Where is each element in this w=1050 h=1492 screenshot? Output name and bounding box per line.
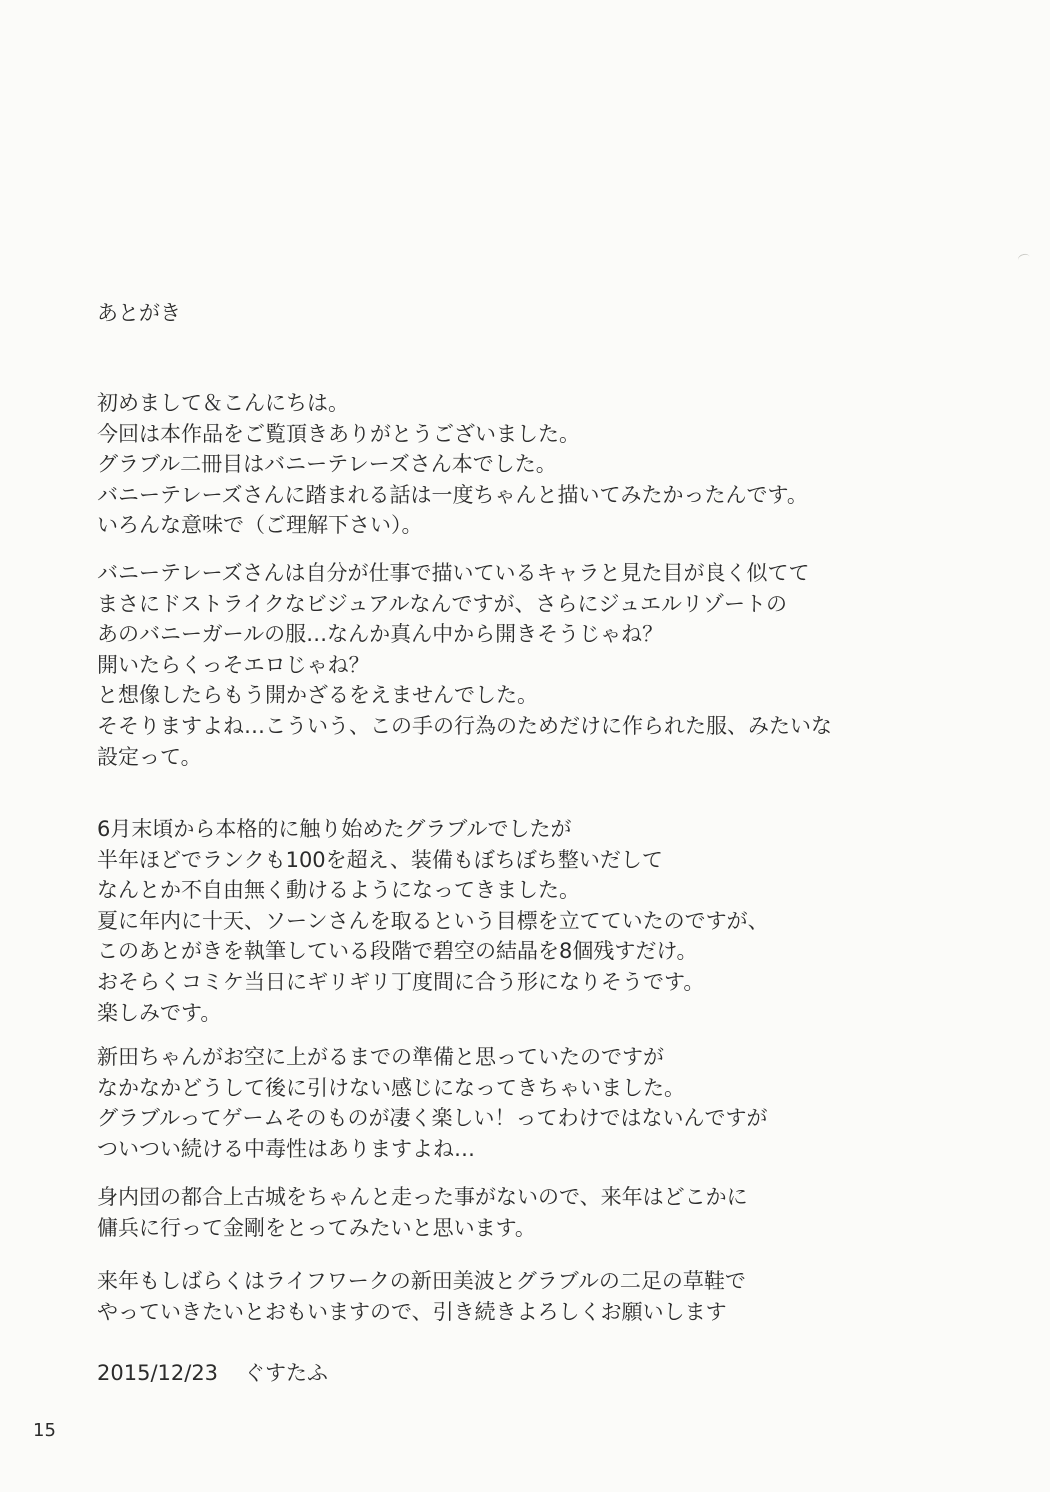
text-line: と想像したらもう開かざるをえませんでした。	[97, 683, 538, 708]
text-line: おそらくコミケ当日にギリギリ丁度間に合う形になりそうです。	[97, 969, 705, 994]
afterword-heading: あとがき	[97, 301, 181, 325]
text-line: グラブル二冊目はバニーテレーズさん本でした。	[97, 452, 557, 477]
signature	[97, 1358, 328, 1388]
text-line: 夏に年内に十天、ソーンさんを取るという目標を立てていたのですが、	[97, 908, 769, 933]
text-line: 身内団の都合上古城をちゃんと走った事がないので、来年はどこかに	[97, 1185, 748, 1209]
text-line: やっていきたいとおもいますので、引き続きよろしくお願いします	[97, 1299, 727, 1324]
signature-date: 2015/12/23	[97, 1361, 219, 1385]
text-line: 来年もしばらくはライフワークの新田美波とグラブルの二足の草鞋で	[97, 1269, 746, 1293]
text-line: ついつい続ける中毒性はありますよね…	[97, 1136, 475, 1161]
text-line: このあとがきを執筆している段階で碧空の結晶を8個残すだけ。	[97, 939, 698, 964]
paragraph-next-year-goal	[97, 1182, 748, 1243]
text-line: 楽しみです。	[97, 1000, 222, 1025]
text-line: 初めまして＆こんにちは。	[97, 391, 349, 415]
paragraph-character	[97, 558, 832, 772]
text-line: 今回は本作品をご覧頂きありがとうございました。	[97, 421, 580, 446]
text-line: なかなかどうして後に引けない感じになってきちゃいました。	[97, 1075, 685, 1100]
paragraph-game-progress	[97, 814, 769, 1028]
text-line: そそりますよね…こういう、この手の行為のためだけに作られた服、みたいな	[97, 713, 832, 738]
text-line: まさにドストライクなビジュアルなんですが、さらにジュエルリゾートの	[97, 591, 788, 616]
text-line: なんとか不自由無く動けるようになってきました。	[97, 878, 580, 903]
text-line: 半年ほどでランクも100を超え、装備もぼちぼち整いだして	[97, 847, 663, 872]
text-line: あのバニーガールの服…なんか真ん中から開きそうじゃね？	[97, 622, 664, 647]
page-number: 15	[33, 1420, 56, 1441]
paragraph-closing	[97, 1266, 746, 1327]
text-line: 設定って。	[97, 744, 202, 769]
paragraph-addiction	[97, 1042, 768, 1164]
text-line: 新田ちゃんがお空に上がるまでの準備と思っていたのですが	[97, 1045, 664, 1069]
paper-speck	[1017, 253, 1031, 265]
signature-author: ぐすたふ	[244, 1361, 329, 1385]
text-line: 傭兵に行って金剛をとってみたいと思います。	[97, 1215, 536, 1240]
paragraph-greeting	[97, 388, 808, 541]
text-line: グラブルってゲームそのものが凄く楽しい！ってわけではないんですが	[97, 1106, 768, 1131]
text-line: バニーテレーズさんに踏まれる話は一度ちゃんと描いてみたかったんです。	[97, 482, 808, 507]
text-line: 6月末頃から本格的に触り始めたグラブルでしたが	[97, 817, 572, 841]
text-line: 開いたらくっそエロじゃね？	[97, 652, 370, 677]
text-line: バニーテレーズさんは自分が仕事で描いているキャラと見た目が良く似てて	[97, 561, 810, 585]
text-line: いろんな意味で（ご理解下さい）。	[97, 513, 423, 538]
